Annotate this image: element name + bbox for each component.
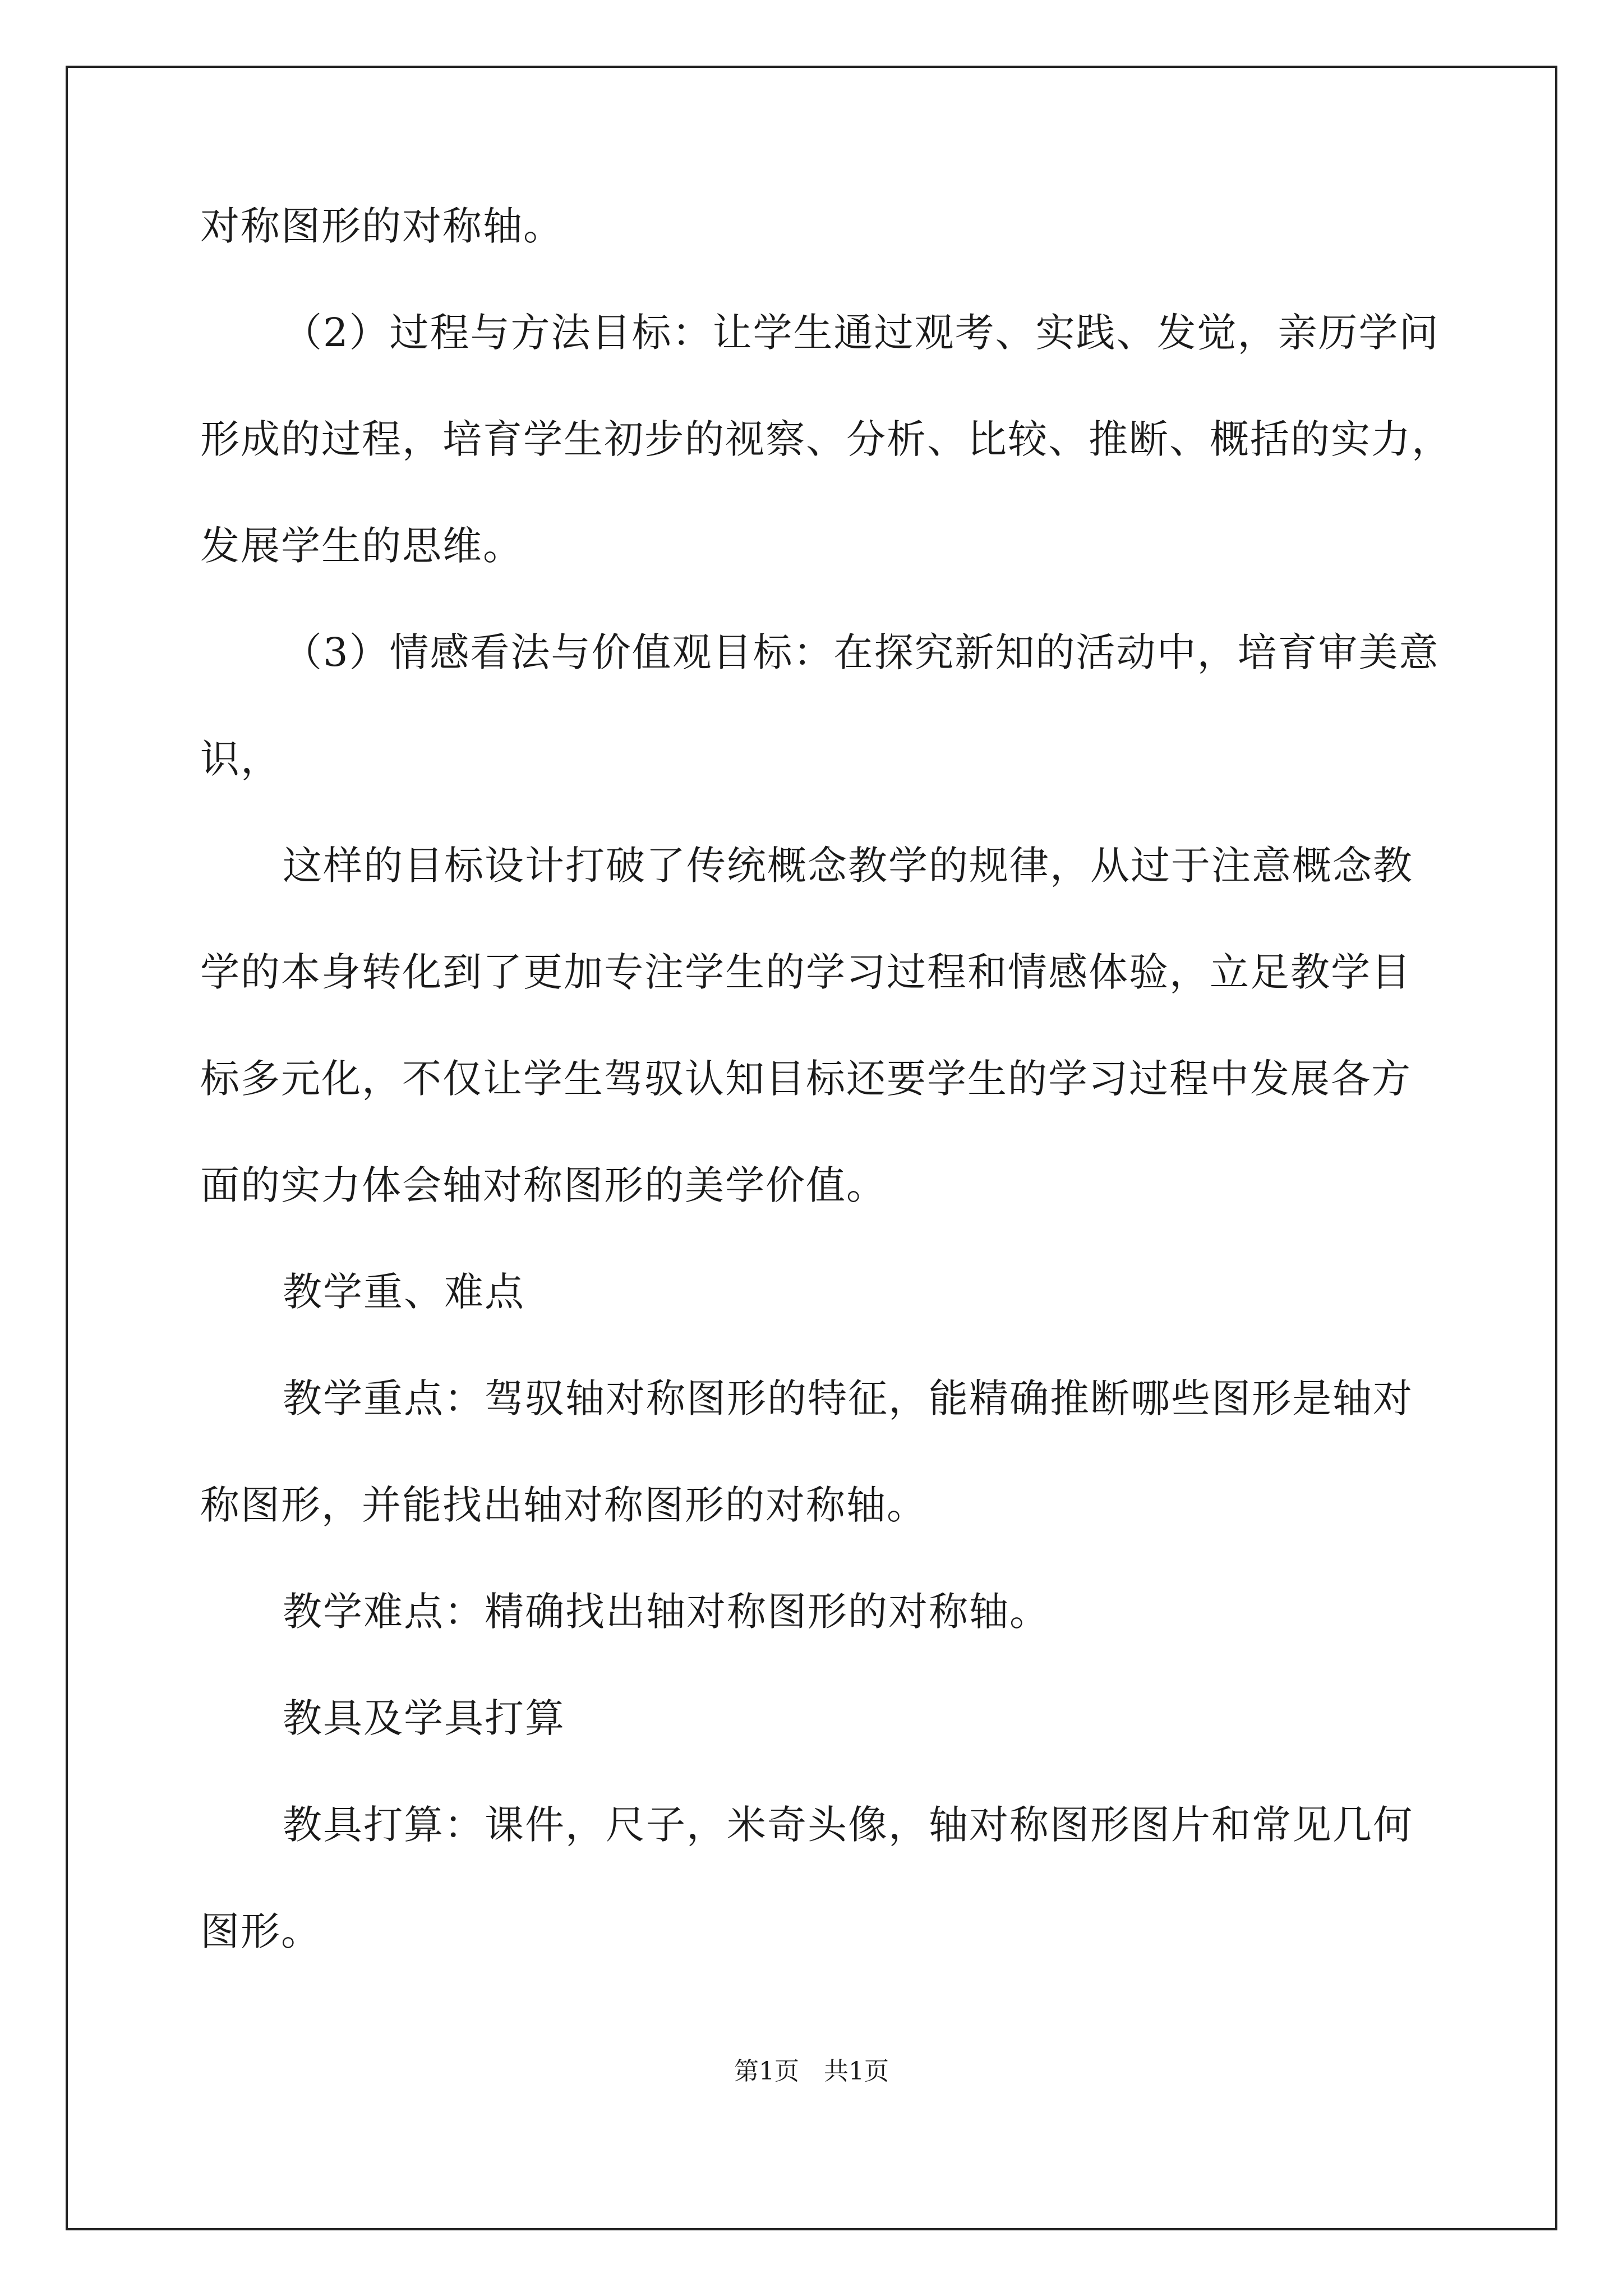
text-line: 发展学生的思维。: [200, 523, 523, 569]
text-line: 面的实力体会轴对称图形的美学价值。: [200, 1162, 887, 1208]
text-line: 识，: [200, 736, 281, 782]
text-line: 对称图形的对称轴。: [200, 203, 564, 249]
text-line: 这样的目标设计打破了传统概念教学的规律，从过于注意概念教: [283, 843, 1413, 889]
text-line: （3）情感看法与价值观目标：在探究新知的活动中，培育审美意: [283, 629, 1440, 675]
text-line: 教具打算：课件，尺子，米奇头像，轴对称图形图片和常见几何: [283, 1802, 1413, 1848]
text-line: 学的本身转化到了更加专注学生的学习过程和情感体验，立足教学目: [200, 949, 1412, 995]
text-line: 形成的过程，培育学生初步的视察、分析、比较、推断、概括的实力，: [200, 416, 1452, 462]
text-line: （2）过程与方法目标：让学生通过观考、实践、发觉，亲历学问: [283, 310, 1440, 356]
text-line: 教学重点：驾驭轴对称图形的特征，能精确推断哪些图形是轴对: [283, 1375, 1413, 1421]
text-line: 标多元化，不仅让学生驾驭认知目标还要学生的学习过程中发展各方: [200, 1056, 1412, 1102]
page-number: 第1页 共1页: [734, 2057, 889, 2086]
text-line: 称图形，并能找出轴对称图形的对称轴。: [200, 1482, 927, 1528]
text-line: 教学难点：精确找出轴对称图形的对称轴。: [283, 1589, 1050, 1635]
text-line: 图形。: [200, 1908, 321, 1954]
section-heading: 教具及学具打算: [283, 1695, 565, 1741]
section-heading: 教学重、难点: [283, 1269, 525, 1315]
